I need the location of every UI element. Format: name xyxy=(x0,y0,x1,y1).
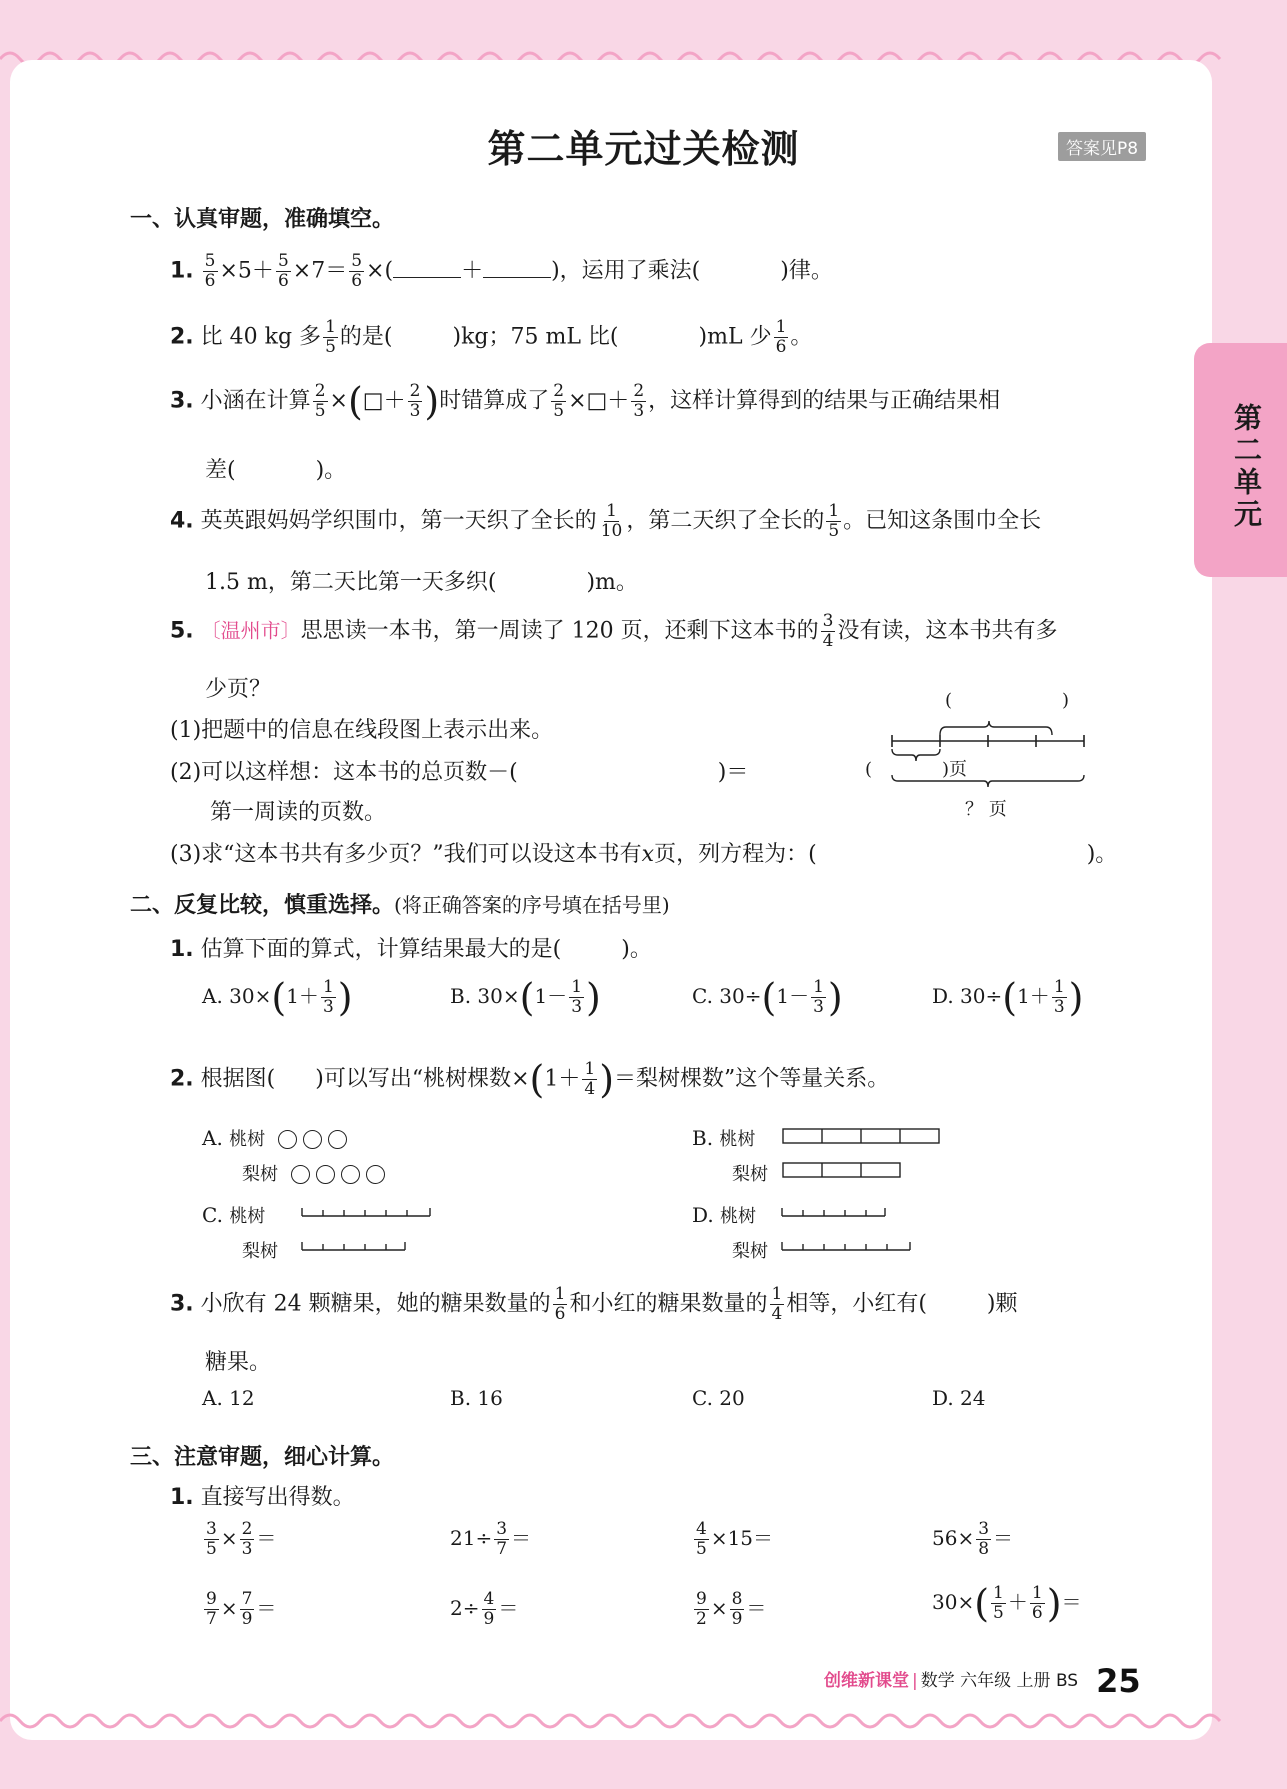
bottom-wave-border xyxy=(0,1706,1287,1736)
s2-q1-option-a[interactable]: A. 30×(1＋ $\frac{1}{3}$ ) xyxy=(202,975,353,1020)
diagram-top-label: ( ) xyxy=(945,690,1070,711)
line-segment-diagram xyxy=(888,715,1088,790)
circle-icon xyxy=(316,1165,335,1184)
q5-line-2: 少页？ xyxy=(205,677,272,702)
s2-q3-option-b[interactable]: B. 16 xyxy=(450,1386,503,1410)
blank-2[interactable] xyxy=(483,259,551,278)
s2-q3-option-d[interactable]: D. 24 xyxy=(932,1386,986,1410)
s2-q3-line: 3. 小欣有 24 颗糖果，她的糖果数量的 $\frac{1}{6}$ 和小红的糖果数量的 $\frac{1}{4}$ 相等，小红有( )颗 xyxy=(170,1284,1018,1324)
blank-1[interactable] xyxy=(393,259,461,278)
calc-item[interactable]: $\frac{3}{5}$ × $\frac{2}{3}$ ＝ xyxy=(206,1519,277,1559)
s2-q2-option-c-pear: 梨树 xyxy=(242,1241,278,1262)
q3-line: 3. 小涵在计算 $\frac{2}{5}$ ×(□＋ $\frac{2}{3}$ )时错算成了 $\frac{2}{5}$ ×□＋ $\frac{2}{3}$ ，这样计算得到的结果与正确结果相 xyxy=(170,379,1001,424)
circle-icon xyxy=(366,1165,385,1184)
s2-q2-option-a-pear: 梨树 xyxy=(242,1160,391,1186)
unit-side-tab-label: 第二单元 xyxy=(1230,403,1263,531)
s2-q2-option-c[interactable]: C. 桃树 xyxy=(202,1203,266,1227)
s2-q3-option-c[interactable]: C. 20 xyxy=(692,1386,745,1410)
section-1-heading: 一、认真审题，准确填空。 xyxy=(130,207,395,232)
fraction: $\frac{5}{6}$ xyxy=(277,251,289,291)
calc-item[interactable]: 56× $\frac{3}{8}$ ＝ xyxy=(932,1519,1014,1559)
s2-q2-option-d[interactable]: D. 桃树 xyxy=(692,1203,757,1227)
q4-line-2: 1.5 m，第二天比第一天多织( )m。 xyxy=(205,570,638,595)
option-b-bars xyxy=(782,1128,942,1178)
section-3-heading: 三、注意审题，细心计算。 xyxy=(130,1445,395,1470)
calc-item[interactable]: 21÷ $\frac{3}{7}$ ＝ xyxy=(450,1519,532,1559)
calc-item[interactable]: 2÷ $\frac{4}{9}$ ＝ xyxy=(450,1589,519,1629)
q5-line: 5. 〔温州市〕思思读一本书，第一周读了 120 页，还剩下这本书的 $\frac{3}{4}$ 没有读，这本书共有多 xyxy=(170,611,1058,651)
s2-q2-line: 2. 根据图( )可以写出“桃树棵数×(1＋ $\frac{1}{4}$ )＝梨树棵数”这个等量关系。 xyxy=(170,1057,890,1102)
s2-q2-option-b-pear: 梨树 xyxy=(732,1164,768,1185)
fraction: $\frac{1}{6}$ xyxy=(775,317,787,357)
calc-item[interactable]: $\frac{9}{2}$ × $\frac{8}{9}$ ＝ xyxy=(696,1589,767,1629)
q5-part-2-cont: 第一周读的页数。 xyxy=(210,800,387,825)
s2-q3-line-2: 糖果。 xyxy=(205,1350,272,1375)
fraction: $\frac{1}{5}$ xyxy=(325,317,336,357)
fraction: $\frac{5}{6}$ xyxy=(204,251,216,291)
page-title: 第二单元过关检测 xyxy=(487,127,800,171)
page-number: 25 xyxy=(1096,1662,1141,1700)
s2-q1-option-d[interactable]: D. 30÷(1＋ $\frac{1}{3}$ ) xyxy=(932,975,1084,1020)
s2-q2-option-d-pear: 梨树 xyxy=(732,1241,768,1262)
q5-part-1: (1)把题中的信息在线段图上表示出来。 xyxy=(170,718,554,743)
section-2-heading: 二、反复比较，慎重选择。(将正确答案的序号填在括号里) xyxy=(130,893,670,918)
diagram-question-label: ？ 页 xyxy=(965,799,1007,820)
circle-icon xyxy=(341,1165,360,1184)
page-footer: 创维新课堂 | 数学 六年级 上册 BS 25 xyxy=(824,1662,1141,1700)
city-tag: 〔温州市〕 xyxy=(200,618,301,643)
calc-item[interactable]: $\frac{9}{7}$ × $\frac{7}{9}$ ＝ xyxy=(206,1589,277,1629)
option-d-segments xyxy=(780,1202,915,1262)
book-info: 数学 六年级 上册 BS xyxy=(920,1671,1079,1691)
s2-q1-option-b[interactable]: B. 30×(1－ $\frac{1}{3}$ ) xyxy=(450,975,601,1020)
q2-line: 2. 比 40 kg 多 $\frac{1}{5}$ 的是( )kg；75 mL 比( )mL 少 $\frac{1}{6}$ 。 xyxy=(170,317,813,357)
q4-line: 4. 英英跟妈妈学织围巾，第一天织了全长的 $\frac{1}{10}$ ，第二天织了全长的 $\frac{1}{5}$ 。已知这条围巾全长 xyxy=(170,501,1042,541)
answer-reference-tag: 答案见P8 xyxy=(1058,132,1146,161)
s2-q1-line: 1. 估算下面的算式，计算结果最大的是( )。 xyxy=(170,937,652,962)
circle-icon xyxy=(303,1130,322,1149)
q1-number: 1. xyxy=(170,258,194,284)
fraction: $\frac{5}{6}$ xyxy=(351,251,363,291)
s3-q1-line: 1. 直接写出得数。 xyxy=(170,1485,355,1510)
circle-icon xyxy=(278,1130,297,1149)
diagram-bottom-label: ( )页 xyxy=(865,759,968,780)
q5-part-2: (2)可以这样想：这本书的总页数－( )＝ xyxy=(170,760,749,785)
circle-icon xyxy=(328,1130,347,1149)
calc-item[interactable]: $\frac{4}{5}$ ×15＝ xyxy=(696,1519,774,1559)
q1-line: 1. $\frac{5}{6}$ ×5＋ $\frac{5}{6}$ ×7＝ $\frac{5}{6}$ ×( ＋ )，运用了乘法( )律。 xyxy=(170,251,833,291)
s2-q1-option-c[interactable]: C. 30÷(1－ $\frac{1}{3}$ ) xyxy=(692,975,843,1020)
s2-q3-option-a[interactable]: A. 12 xyxy=(202,1386,255,1410)
circle-icon xyxy=(291,1165,310,1184)
brand-name: 创维新课堂 xyxy=(824,1671,909,1691)
q5-part-3: (3)求“这本书共有多少页？”我们可以设这本书有x页，列方程为：( )。 xyxy=(170,842,1118,867)
s2-q2-option-a[interactable]: A. 桃树 xyxy=(202,1125,353,1151)
option-c-segments xyxy=(300,1202,435,1262)
calc-item[interactable]: 30×( $\frac{1}{5}$ ＋ $\frac{1}{6}$ )＝ xyxy=(932,1581,1082,1626)
s2-q2-option-b[interactable]: B. 桃树 xyxy=(692,1126,756,1150)
q3-line-2: 差( )。 xyxy=(205,458,347,483)
unit-side-tab xyxy=(1194,343,1287,577)
